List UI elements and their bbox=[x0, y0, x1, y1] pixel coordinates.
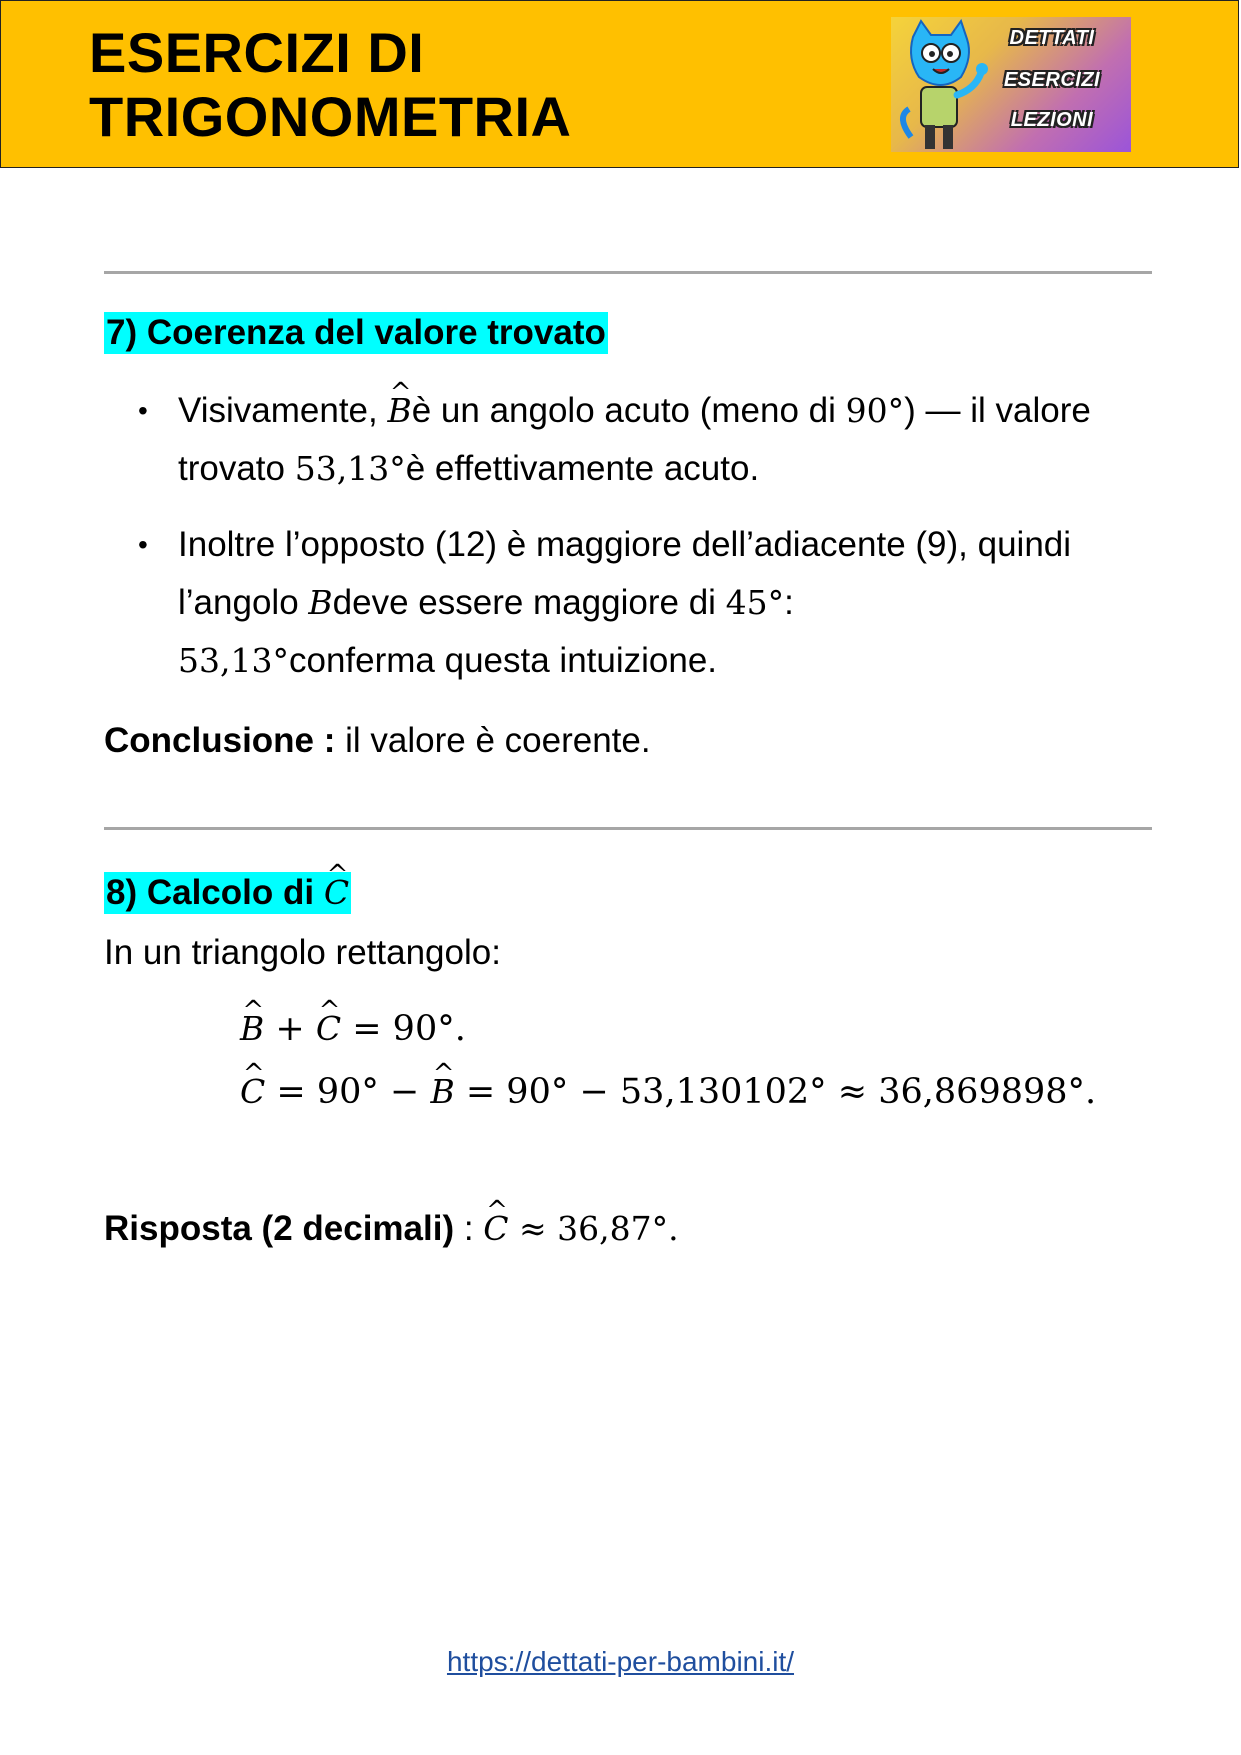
site-logo bbox=[891, 17, 1131, 152]
conclusion-text: il valore è coerente. bbox=[335, 721, 651, 760]
cat-mascot-icon bbox=[891, 17, 1001, 152]
answer-value: ≈ 36,87°. bbox=[508, 1209, 679, 1248]
footer-link[interactable]: https://dettati-per-bambini.it/ bbox=[446, 1646, 795, 1677]
answer: Risposta (2 decimali) : ^ C ≈ 36,87°. bbox=[104, 1208, 679, 1250]
conclusion-label: Conclusione : bbox=[104, 721, 336, 760]
list-item: • Inoltre l’opposto (12) è maggiore dell’adiacente (9), quindi l’angolo Bdeve essere maggiore di 45°: 53,13°conferma questa intuizione. bbox=[104, 516, 1104, 690]
equation-1: ^ B + ^ C = 90°. bbox=[240, 1008, 466, 1050]
bullet-icon: • bbox=[138, 395, 148, 426]
logo-word-dettati: DETTATI bbox=[1009, 27, 1095, 49]
answer-label: Risposta (2 decimali) bbox=[104, 1209, 455, 1248]
section-7-bullets bbox=[104, 382, 1104, 708]
angle-b: B bbox=[308, 583, 333, 622]
section-8-heading: 8) Calcolo di ^ C bbox=[104, 872, 351, 914]
list-item: • Visivamente, ^ Bè un angolo acuto (meno di 90°) — il valore trovato 53,13°è effettivamente acuto. bbox=[104, 382, 1104, 498]
equation-2: ^ C = 90° − ^ B = 90° − 53,130102° ≈ 36,869898°. bbox=[240, 1071, 1096, 1113]
section-8-intro: In un triangolo rettangolo: bbox=[104, 933, 501, 972]
angle-c-hat: ^ C bbox=[483, 1208, 508, 1250]
bullet-icon: • bbox=[138, 529, 148, 560]
title-line-1: ESERCIZI DI bbox=[89, 21, 425, 84]
logo-word-lezioni: LEZIONI bbox=[1010, 109, 1094, 131]
logo-word-esercizi: ESERCIZI bbox=[1003, 69, 1101, 91]
angle-c-hat: ^ C bbox=[324, 872, 349, 914]
section-7-heading: 7) Coerenza del valore trovato bbox=[106, 313, 606, 352]
divider-middle bbox=[104, 827, 1152, 830]
page-header bbox=[0, 0, 1239, 168]
divider-top bbox=[104, 271, 1152, 274]
angle-b-hat: ^ B bbox=[387, 382, 411, 440]
conclusion bbox=[104, 720, 651, 762]
page-title bbox=[89, 21, 571, 149]
title-line-2: TRIGONOMETRIA bbox=[89, 85, 572, 148]
